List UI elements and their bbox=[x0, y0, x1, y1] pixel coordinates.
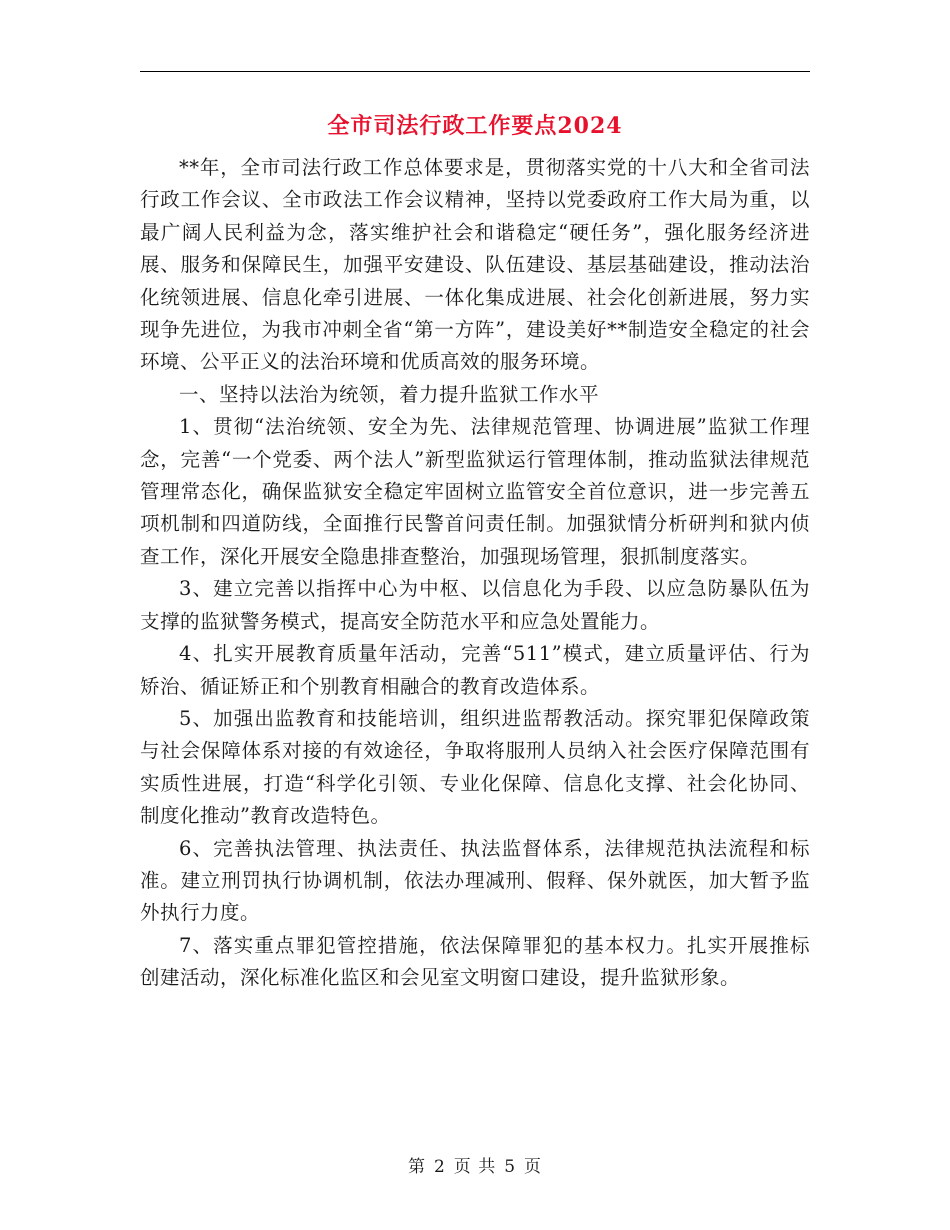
page-footer bbox=[0, 1152, 950, 1177]
header-rule bbox=[140, 71, 810, 72]
paragraph-item-5: 5、加强出监教育和技能培训，组织进监帮教活动。探究罪犯保障政策与社会保障体系对接的有效途径，争取将服刑人员纳入社会医疗保障范围有实质性进展，打造“科学化引领、专业化保障、信息化支撑、社会化协同、制度化推动”教育改造特色。 bbox=[140, 706, 810, 828]
paragraph-intro: **年，全市司法行政工作总体要求是，贯彻落实党的十八大和全省司法行政工作会议、全市政法工作会议精神，坚持以党委政府工作大局为重，以最广阔人民利益为念，落实维护社会和谐稳定“硬任务”，强化服务经济进展、服务和保障民生，加强平安建设、队伍建设、基层基础建设，推动法治化统领进展、信息化牵引进展、一体化集成进展、社会化创新进展，努力实现争先进位，为我市冲刺全省“第一方阵”，建设美好**制造安全稳定的社会环境、公平正义的法治环境和优质高效的服务环境。 bbox=[140, 156, 810, 374]
paragraph-item-3: 3、建立完善以指挥中心为中枢、以信息化为手段、以应急防暴队伍为支撑的监狱警务模式，提高安全防范水平和应急处置能力。 bbox=[140, 577, 810, 633]
paragraph-item-4: 4、扎实开展教育质量年活动，完善“511”模式，建立质量评估、行为矫治、循证矫正和个别教育相融合的教育改造体系。 bbox=[140, 642, 810, 698]
page-label-prefix: 第 bbox=[407, 1157, 426, 1177]
page-number: 2 bbox=[433, 1157, 446, 1177]
paragraph-item-7: 7、落实重点罪犯管控措施，依法保障罪犯的基本权力。扎实开展推标创建活动，深化标准化监区和会见室文明窗口建设，提升监狱形象。 bbox=[140, 933, 810, 990]
paragraph-item-1: 1、贯彻“法治统领、安全为先、法律规范管理、协调进展”监狱工作理念，完善“一个党委、两个法人”新型监狱运行管理体制，推动监狱法律规范管理常态化，确保监狱安全稳定牢固树立监管安全首位意识，进一步完善五项机制和四道防线，全面推行民警首问责任制。加强狱情分析研判和狱内侦查工作，深化开展安全隐患排查整治，加强现场管理，狠抓制度落实。 bbox=[140, 415, 810, 568]
total-pages: 5 bbox=[504, 1157, 517, 1177]
page-label-mid: 页 共 bbox=[453, 1157, 497, 1177]
page-label-suffix: 页 bbox=[524, 1157, 543, 1177]
section-heading-1: 一、坚持以法治为统领，着力提升监狱工作水平 bbox=[179, 382, 600, 406]
document-title: 全市司法行政工作要点2024 bbox=[327, 113, 623, 139]
paragraph-item-6: 6、完善执法管理、执法责任、执法监督体系，法律规范执法流程和标准。建立刑罚执行协调机制，依法办理减刑、假释、保外就医，加大暂予监外执行力度。 bbox=[140, 836, 810, 925]
document-body bbox=[140, 152, 810, 995]
